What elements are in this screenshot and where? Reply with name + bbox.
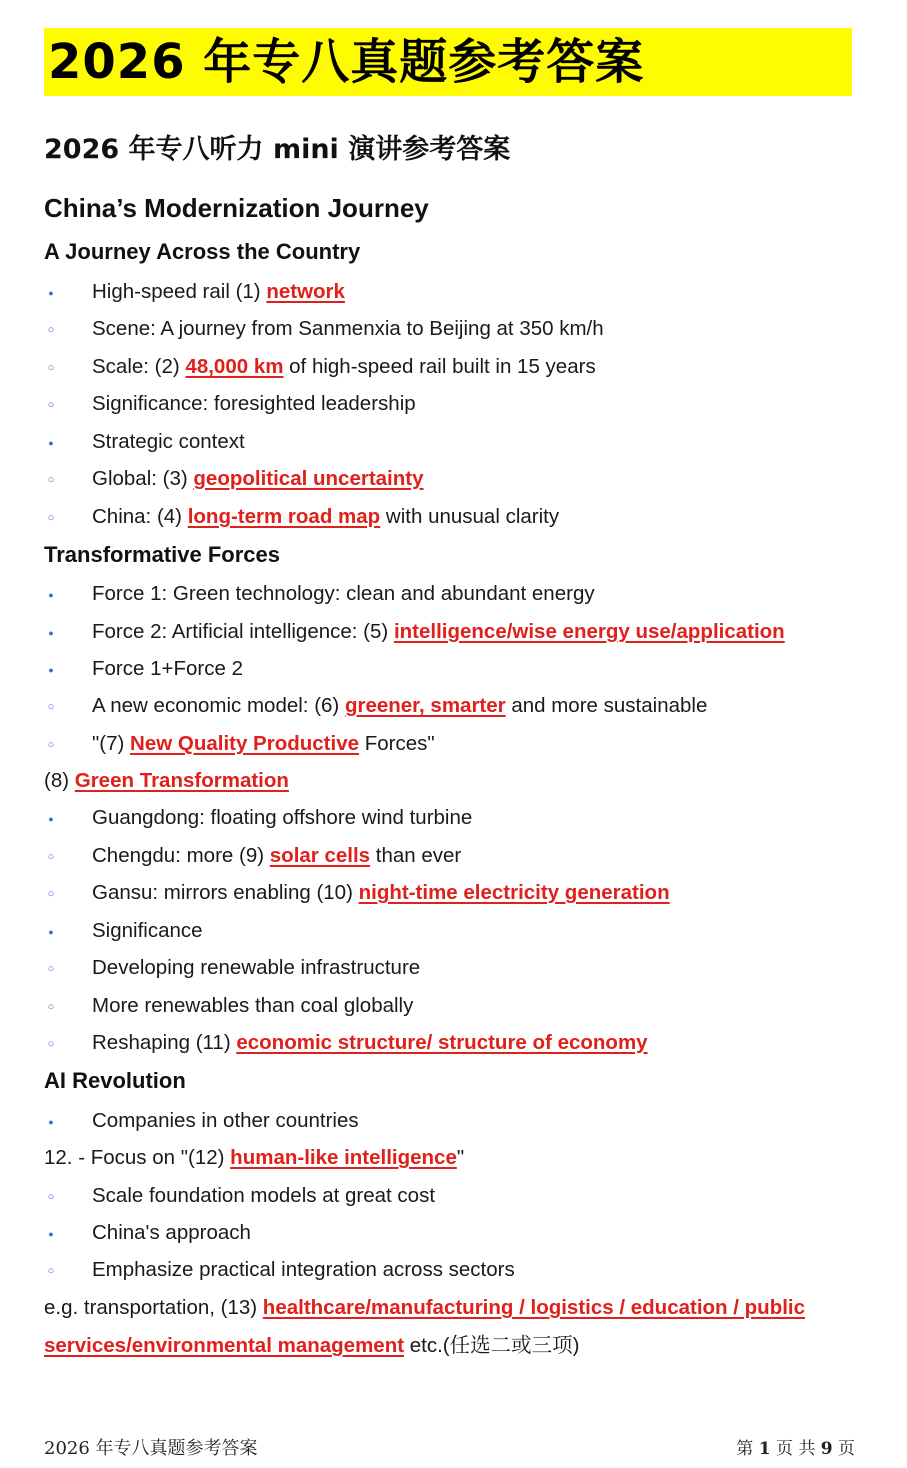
answer-text: intelligence/wise energy use/application <box>393 620 785 643</box>
answer-text: solar cells <box>269 844 371 867</box>
answer-text: Green Transformation <box>74 769 289 792</box>
answer-text: services/environmental management <box>44 1334 405 1357</box>
filled-bullet-icon <box>44 1218 58 1249</box>
section-heading-forces: Transformative Forces <box>44 542 280 567</box>
filled-bullet-icon <box>44 277 58 308</box>
list-item: ● High-speed rail (1) network <box>92 277 345 307</box>
answer-text: New Quality Productive <box>130 732 360 755</box>
hollow-bullet-icon <box>44 1255 58 1286</box>
footer-title: 2026 年专八真题参考答案 <box>44 1438 258 1459</box>
filled-bullet-icon <box>44 579 58 610</box>
filled-bullet-icon <box>44 654 58 685</box>
answer-text: greener, smarter <box>344 694 506 717</box>
list-item: ● Force 1+Force 2 <box>92 654 243 684</box>
hollow-bullet-icon <box>44 878 58 909</box>
filled-bullet-icon <box>44 916 58 947</box>
list-item: ○ Scene: A journey from Sanmenxia to Beijing at 350 km/h <box>92 314 604 344</box>
filled-bullet-icon <box>44 1106 58 1137</box>
list-item: ○ China: (4) long-term road map with unusual clarity <box>92 502 559 532</box>
hollow-bullet-icon <box>44 841 58 872</box>
list-item: services/environmental management etc.(任选二或三项) <box>44 1334 580 1357</box>
hollow-bullet-icon <box>44 352 58 383</box>
list-item: ○ Emphasize practical integration across sectors <box>92 1255 515 1285</box>
list-item: ● Force 2: Artificial intelligence: (5) intelligence/wise energy use/application <box>92 617 785 647</box>
hollow-bullet-icon <box>44 389 58 420</box>
list-item: ○ Chengdu: more (9) solar cells than ever <box>92 841 461 871</box>
filled-bullet-icon <box>44 803 58 834</box>
answer-text: economic structure/ structure of economy <box>236 1031 648 1054</box>
hollow-bullet-icon <box>44 991 58 1022</box>
page-title: 2026 年专八真题参考答案 <box>48 34 645 90</box>
list-item: ● Guangdong: floating offshore wind turbine <box>92 803 472 833</box>
answer-text: long-term road map <box>187 505 381 528</box>
hollow-bullet-icon <box>44 691 58 722</box>
section-heading-ai: AI Revolution <box>44 1068 186 1093</box>
list-item: ● Companies in other countries <box>92 1106 359 1136</box>
hollow-bullet-icon <box>44 953 58 984</box>
hollow-bullet-icon <box>44 729 58 760</box>
list-item: ○ Scale: (2) 48,000 km of high-speed rail built in 15 years <box>92 352 596 382</box>
speech-title: China’s Modernization Journey <box>44 193 429 223</box>
answer-text: 48,000 km <box>185 355 284 378</box>
list-item: ○ Global: (3) geopolitical uncertainty <box>92 464 424 494</box>
list-item: ○ Scale foundation models at great cost <box>92 1181 435 1211</box>
list-item: ● Significance <box>92 916 203 946</box>
hollow-bullet-icon <box>44 464 58 495</box>
filled-bullet-icon <box>44 427 58 458</box>
page-number: 第 1 页 共 9 页 <box>736 1439 855 1459</box>
answer-text: healthcare/manufacturing / logistics / education / public <box>262 1296 806 1319</box>
answer-text: human-like intelligence <box>230 1146 457 1169</box>
section-heading-journey: A Journey Across the Country <box>44 239 361 264</box>
list-item: ○ "(7) New Quality Productive Forces" <box>92 729 435 759</box>
list-item: ● Strategic context <box>92 427 245 457</box>
hollow-bullet-icon <box>44 502 58 533</box>
hollow-bullet-icon <box>44 314 58 345</box>
list-item: ○ Significance: foresighted leadership <box>92 389 416 419</box>
list-item: ○ Gansu: mirrors enabling (10) night-time electricity generation <box>92 878 670 908</box>
filled-bullet-icon <box>44 617 58 648</box>
list-item: ○ Developing renewable infrastructure <box>92 953 420 983</box>
list-item: ● China's approach <box>92 1218 251 1248</box>
list-item: e.g. transportation, (13) healthcare/manufacturing / logistics / education / public <box>44 1296 806 1319</box>
title-banner <box>44 28 852 96</box>
hollow-bullet-icon <box>44 1181 58 1212</box>
list-item: ● Force 1: Green technology: clean and abundant energy <box>92 579 595 609</box>
list-item: ○ A new economic model: (6) greener, smarter and more sustainable <box>92 691 707 721</box>
section-subtitle: 2026 年专八听力 mini 演讲参考答案 <box>44 134 511 165</box>
list-item: (8) Green Transformation <box>44 769 289 792</box>
answer-text: night-time electricity generation <box>358 881 670 904</box>
list-item: ○ More renewables than coal globally <box>92 991 413 1021</box>
list-item: ○ Reshaping (11) economic structure/ structure of economy <box>92 1028 648 1058</box>
answer-text: network <box>266 280 345 303</box>
hollow-bullet-icon <box>44 1028 58 1059</box>
answer-text: geopolitical uncertainty <box>193 467 424 490</box>
list-item: 12. - Focus on "(12) human-like intelligence" <box>44 1146 465 1169</box>
